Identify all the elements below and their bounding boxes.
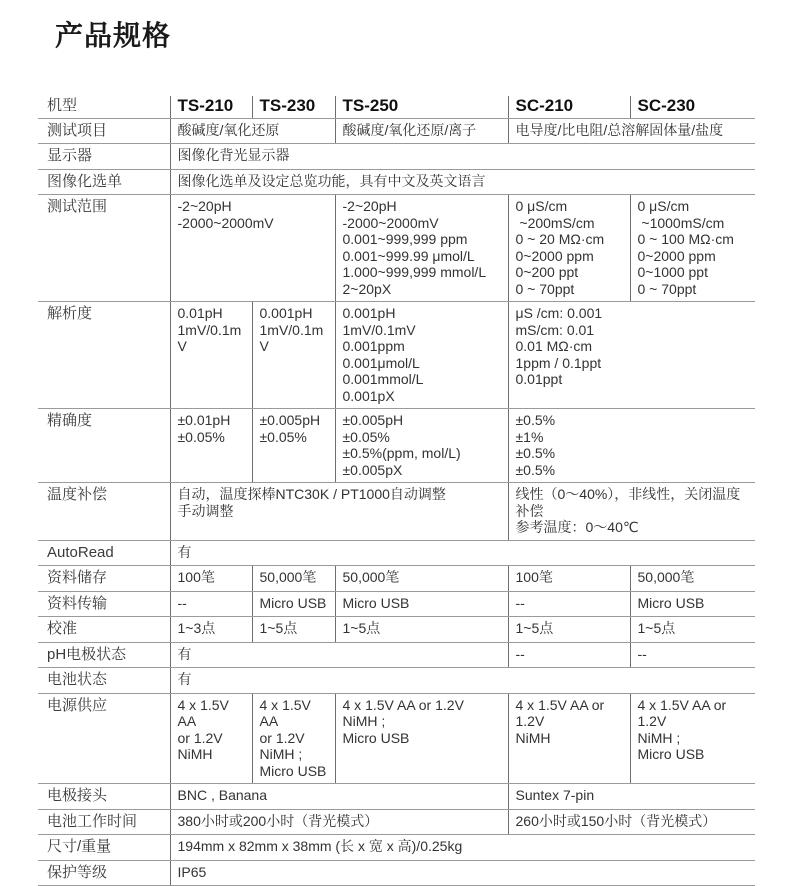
cell-line: Micro USB bbox=[259, 594, 327, 611]
cell-line: ~200mS/cm bbox=[515, 214, 595, 231]
spec-cell bbox=[170, 784, 508, 810]
spec-cell bbox=[630, 693, 755, 784]
table-row bbox=[38, 617, 755, 643]
cell-line: 1.000~999,999 mmol/L bbox=[342, 264, 487, 280]
cell-line: Micro USB bbox=[637, 594, 705, 611]
cell-line: ±0.5% bbox=[515, 445, 556, 461]
cell-line: 0.001μmol/L bbox=[342, 354, 420, 371]
spec-cell bbox=[170, 144, 755, 170]
table-row bbox=[38, 540, 755, 566]
cell-line: 4 x 1.5V AA or 1.2V bbox=[342, 696, 464, 713]
row-label: 电池工作时间 bbox=[38, 809, 170, 835]
cell-line: -2~20pH bbox=[342, 198, 397, 214]
spec-cell bbox=[170, 617, 252, 643]
header-model-ts-250: TS-250 bbox=[335, 96, 508, 118]
cell-line: 0.001ppm bbox=[342, 338, 405, 354]
header-model-ts-230: TS-230 bbox=[252, 96, 335, 118]
cell-line: Micro USB bbox=[637, 746, 705, 762]
cell-line: 2~20pX bbox=[342, 280, 392, 297]
cell-line: 1mV/0.1mV bbox=[259, 321, 324, 354]
cell-line: 线性（0～40%），非线性，关闭温度补偿 bbox=[515, 486, 741, 519]
table-row bbox=[38, 566, 755, 592]
spec-table bbox=[38, 96, 755, 886]
cell-line: 1~3点 bbox=[177, 620, 216, 636]
cell-line: 4 x 1.5V AA or 1.2V bbox=[515, 696, 609, 729]
row-label: 资料储存 bbox=[38, 566, 170, 592]
page-title: 产品规格 bbox=[55, 20, 172, 51]
cell-line: 0 ~ 70ppt bbox=[515, 280, 575, 297]
spec-cell bbox=[335, 693, 508, 784]
spec-cell bbox=[170, 668, 755, 694]
cell-line: 0.001pH bbox=[342, 305, 396, 321]
cell-line: 0~1000 ppt bbox=[637, 264, 708, 280]
cell-line: mS/cm: 0.01 bbox=[515, 321, 595, 338]
row-label: AutoRead bbox=[38, 540, 170, 566]
cell-line: 1ppm / 0.1ppt bbox=[515, 354, 602, 371]
spec-cell bbox=[630, 642, 755, 668]
spec-cell bbox=[630, 591, 755, 617]
cell-line: ±0.05% bbox=[259, 428, 307, 445]
row-label: 电源供应 bbox=[38, 693, 170, 784]
cell-line: -- bbox=[515, 594, 525, 611]
cell-line: 0 ~ 20 MΩ·cm bbox=[515, 231, 605, 247]
cell-line: 0 ~ 70ppt bbox=[637, 280, 697, 297]
cell-line: ±0.5% bbox=[515, 412, 556, 428]
cell-line: -2~20pH bbox=[177, 198, 232, 214]
cell-line: 电导度/比电阻/总溶解固体量/盐度 bbox=[515, 121, 724, 138]
header-model-ts-210: TS-210 bbox=[170, 96, 252, 118]
cell-line: NiMH ; bbox=[342, 713, 386, 729]
spec-cell bbox=[252, 409, 335, 483]
row-label: 尺寸/重量 bbox=[38, 835, 170, 861]
spec-cell bbox=[170, 809, 508, 835]
spec-cell bbox=[508, 302, 755, 409]
row-label: 精确度 bbox=[38, 409, 170, 483]
cell-line: 0.01pH bbox=[177, 305, 223, 321]
cell-line: -2000~2000mV bbox=[342, 214, 439, 231]
spec-cell bbox=[170, 835, 755, 861]
cell-line: ±0.5% bbox=[515, 461, 556, 478]
table-body bbox=[38, 96, 755, 886]
cell-line: Suntex 7-pin bbox=[515, 787, 595, 803]
cell-line: 0~200 ppt bbox=[515, 264, 579, 280]
cell-line: 4 x 1.5V AA bbox=[259, 696, 314, 729]
spec-cell bbox=[630, 617, 755, 643]
table-row bbox=[38, 860, 755, 886]
spec-cell bbox=[335, 566, 508, 592]
cell-line: 自动，温度探棒NTC30K / PT1000自动调整 bbox=[177, 486, 446, 502]
cell-line: ±0.005pH bbox=[259, 412, 321, 428]
cell-line: 0 μS/cm bbox=[637, 198, 690, 214]
cell-line: 1mV/0.1mV bbox=[342, 321, 416, 338]
cell-line: 380小时或200小时（背光模式） bbox=[177, 812, 379, 829]
spec-cell bbox=[508, 809, 755, 835]
cell-line: NiMH bbox=[515, 729, 551, 746]
cell-line: 100笔 bbox=[177, 569, 215, 585]
cell-line: 194mm x 82mm x 38mm (长 x 宽 x 高)/0.25kg bbox=[177, 838, 463, 854]
cell-line: 4 x 1.5V AA bbox=[177, 696, 232, 729]
spec-cell bbox=[508, 566, 630, 592]
row-label: 电池状态 bbox=[38, 668, 170, 694]
row-label: 显示器 bbox=[38, 144, 170, 170]
row-label: pH电极状态 bbox=[38, 642, 170, 668]
cell-line: 1~5点 bbox=[515, 620, 554, 636]
cell-line: or 1.2V bbox=[259, 729, 305, 746]
cell-line: ±0.005pH bbox=[342, 412, 404, 428]
table-row bbox=[38, 409, 755, 483]
spec-cell bbox=[170, 409, 252, 483]
cell-line: IP65 bbox=[177, 863, 207, 880]
row-label: 温度补偿 bbox=[38, 483, 170, 541]
cell-line: 1~5点 bbox=[637, 620, 676, 636]
row-label: 图像化选单 bbox=[38, 169, 170, 195]
cell-line: or 1.2V bbox=[177, 729, 223, 746]
cell-line: 有 bbox=[177, 543, 192, 560]
cell-line: 0.001mmol/L bbox=[342, 371, 424, 387]
cell-line: 图像化选单及设定总览功能，具有中文及英文语言 bbox=[177, 172, 486, 189]
row-label: 保护等级 bbox=[38, 860, 170, 886]
spec-cell bbox=[508, 617, 630, 643]
cell-line: 260小时或150小时（背光模式） bbox=[515, 812, 717, 829]
spec-cell bbox=[252, 617, 335, 643]
cell-line: -- bbox=[515, 645, 525, 662]
cell-line: 0~2000 ppm bbox=[515, 247, 594, 264]
table-row bbox=[38, 642, 755, 668]
table-row bbox=[38, 483, 755, 541]
spec-cell bbox=[252, 693, 335, 784]
cell-line: -2000~2000mV bbox=[177, 214, 274, 231]
spec-cell bbox=[170, 591, 252, 617]
table-row bbox=[38, 809, 755, 835]
spec-cell bbox=[170, 540, 755, 566]
table-row bbox=[38, 693, 755, 784]
spec-cell bbox=[630, 195, 755, 302]
spec-cell bbox=[508, 118, 755, 144]
spec-cell bbox=[252, 566, 335, 592]
row-label: 解析度 bbox=[38, 302, 170, 409]
spec-cell bbox=[335, 302, 508, 409]
cell-line: ±0.05% bbox=[342, 428, 390, 445]
cell-line: ±0.005pX bbox=[342, 461, 403, 478]
cell-line: Micro USB bbox=[342, 594, 410, 611]
cell-line: ±0.5%(ppm, mol/L) bbox=[342, 445, 461, 461]
spec-cell bbox=[335, 591, 508, 617]
spec-cell bbox=[508, 483, 755, 541]
table-row bbox=[38, 784, 755, 810]
cell-line: 参考温度：0～40℃ bbox=[515, 519, 639, 535]
spec-cell bbox=[170, 118, 335, 144]
table-row bbox=[38, 668, 755, 694]
table-row bbox=[38, 169, 755, 195]
table-header-row bbox=[38, 96, 755, 118]
cell-line: 1~5点 bbox=[259, 620, 298, 636]
spec-cell bbox=[630, 566, 755, 592]
cell-line: 0.01 MΩ·cm bbox=[515, 338, 593, 354]
row-label: 测试范围 bbox=[38, 195, 170, 302]
spec-cell bbox=[508, 693, 630, 784]
cell-line: 0.001pH bbox=[259, 305, 313, 321]
cell-line: 手动调整 bbox=[177, 502, 234, 519]
cell-line: 4 x 1.5V AA or 1.2V bbox=[637, 696, 731, 729]
spec-cell bbox=[170, 302, 252, 409]
cell-line: Micro USB bbox=[342, 729, 410, 746]
cell-line: 0.001~999,999 ppm bbox=[342, 231, 468, 247]
cell-line: ±0.05% bbox=[177, 428, 225, 445]
cell-line: NiMH ; bbox=[637, 729, 681, 746]
header-model-label: 机型 bbox=[38, 96, 170, 118]
header-model-sc-230: SC-230 bbox=[630, 96, 755, 118]
cell-line: ±0.01pH bbox=[177, 412, 231, 428]
cell-line: NiMH bbox=[177, 746, 213, 762]
cell-line: ±1% bbox=[515, 428, 544, 445]
spec-cell bbox=[252, 591, 335, 617]
spec-cell bbox=[252, 302, 335, 409]
spec-cell bbox=[508, 591, 630, 617]
row-label: 测试项目 bbox=[38, 118, 170, 144]
spec-cell bbox=[508, 195, 630, 302]
cell-line: ~1000mS/cm bbox=[637, 214, 725, 231]
cell-line: 100笔 bbox=[515, 569, 553, 585]
cell-line: 0.01ppt bbox=[515, 371, 563, 387]
cell-line: 酸碱度/氧化还原/离子 bbox=[342, 121, 477, 138]
cell-line: μS /cm: 0.001 bbox=[515, 305, 603, 321]
row-label: 校准 bbox=[38, 617, 170, 643]
spec-cell bbox=[170, 483, 508, 541]
spec-cell bbox=[508, 642, 630, 668]
cell-line: 图像化背光显示器 bbox=[177, 147, 290, 163]
cell-line: -- bbox=[637, 645, 647, 662]
cell-line: 有 bbox=[177, 671, 192, 687]
cell-line: 50,000笔 bbox=[342, 569, 400, 585]
spec-cell bbox=[170, 642, 508, 668]
cell-line: BNC , Banana bbox=[177, 787, 267, 803]
spec-cell bbox=[170, 566, 252, 592]
cell-line: 0.001pX bbox=[342, 387, 395, 404]
table-row bbox=[38, 144, 755, 170]
cell-line: 0~2000 ppm bbox=[637, 247, 716, 264]
row-label: 资料传输 bbox=[38, 591, 170, 617]
spec-cell bbox=[335, 409, 508, 483]
spec-cell bbox=[170, 693, 252, 784]
cell-line: 酸碱度/氧化还原 bbox=[177, 121, 280, 138]
cell-line: Micro USB bbox=[259, 762, 327, 779]
spec-cell bbox=[170, 195, 335, 302]
spec-cell bbox=[335, 617, 508, 643]
cell-line: -- bbox=[177, 594, 187, 611]
cell-line: 1mV/0.1mV bbox=[177, 321, 242, 354]
table-row bbox=[38, 118, 755, 144]
spec-cell bbox=[508, 409, 755, 483]
table-row bbox=[38, 835, 755, 861]
table-row bbox=[38, 591, 755, 617]
spec-cell bbox=[508, 784, 755, 810]
cell-line: 1~5点 bbox=[342, 620, 381, 636]
spec-cell bbox=[335, 118, 508, 144]
spec-cell bbox=[170, 169, 755, 195]
row-label: 电极接头 bbox=[38, 784, 170, 810]
cell-line: 50,000笔 bbox=[637, 569, 695, 585]
cell-line: NiMH ; bbox=[259, 746, 303, 762]
header-model-sc-210: SC-210 bbox=[508, 96, 630, 118]
cell-line: 有 bbox=[177, 645, 192, 662]
cell-line: 0 μS/cm bbox=[515, 198, 568, 214]
cell-line: 0 ~ 100 MΩ·cm bbox=[637, 231, 734, 247]
table-row bbox=[38, 302, 755, 409]
spec-cell bbox=[170, 860, 755, 886]
cell-line: 0.001~999.99 μmol/L bbox=[342, 247, 475, 264]
spec-cell bbox=[335, 195, 508, 302]
cell-line: 50,000笔 bbox=[259, 569, 317, 585]
table-row bbox=[38, 195, 755, 302]
